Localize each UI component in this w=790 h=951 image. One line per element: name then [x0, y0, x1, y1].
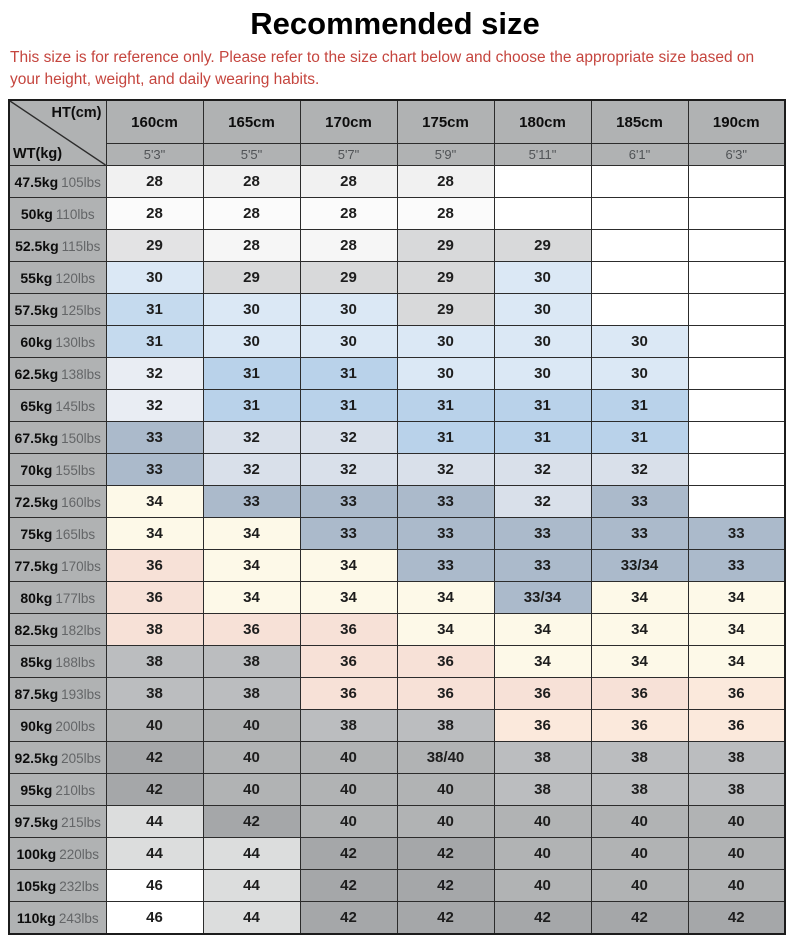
table-row [9, 614, 785, 646]
weight-kg-label: 95kg [20, 781, 53, 798]
weight-kg-label: 55kg [20, 269, 53, 286]
height-ftin-cell: 6'3" [688, 144, 785, 166]
size-cell [494, 166, 591, 198]
size-cell: 40 [397, 774, 494, 806]
size-cell: 33 [397, 486, 494, 518]
size-cell: 29 [397, 230, 494, 262]
disclaimer-text: This size is for reference only. Please refer to the size chart below and choose the appropriate size based on your height, weight, and daily wearing habits. [10, 49, 755, 88]
height-ftin-row [9, 144, 785, 166]
weight-lbs-label: 193lbs [61, 686, 101, 702]
weight-label-cell [9, 518, 106, 550]
weight-label-cell [9, 806, 106, 838]
height-header-cell: 180cm [494, 100, 591, 144]
table-row [9, 294, 785, 326]
table-row [9, 422, 785, 454]
table-row [9, 486, 785, 518]
size-cell: 38 [106, 614, 203, 646]
size-cell: 42 [397, 902, 494, 935]
table-row [9, 838, 785, 870]
table-row [9, 230, 785, 262]
weight-kg-label: 82.5kg [14, 621, 59, 638]
size-cell: 40 [300, 806, 397, 838]
size-cell: 28 [300, 198, 397, 230]
size-cell [688, 166, 785, 198]
table-row [9, 646, 785, 678]
size-cell [688, 390, 785, 422]
weight-lbs-label: 215lbs [61, 814, 101, 830]
size-cell: 33/34 [591, 550, 688, 582]
size-cell: 40 [688, 806, 785, 838]
size-cell: 28 [203, 166, 300, 198]
size-cell: 32 [106, 390, 203, 422]
weight-kg-label: 97.5kg [14, 813, 59, 830]
size-cell: 42 [106, 742, 203, 774]
size-cell: 34 [688, 582, 785, 614]
size-cell: 31 [300, 390, 397, 422]
size-cell [688, 262, 785, 294]
weight-label-cell [9, 646, 106, 678]
size-cell [688, 454, 785, 486]
weight-lbs-label: 155lbs [55, 462, 96, 478]
size-cell: 30 [300, 326, 397, 358]
size-cell: 31 [494, 422, 591, 454]
weight-lbs-label: 138lbs [61, 366, 101, 382]
size-cell: 34 [300, 582, 397, 614]
size-cell: 28 [300, 230, 397, 262]
weight-label-cell [9, 742, 106, 774]
size-cell: 33 [688, 550, 785, 582]
size-cell: 34 [591, 582, 688, 614]
size-cell: 29 [397, 294, 494, 326]
size-cell: 31 [397, 390, 494, 422]
size-cell: 38 [494, 774, 591, 806]
table-row [9, 678, 785, 710]
size-cell: 34 [397, 582, 494, 614]
size-cell [494, 198, 591, 230]
size-cell: 40 [591, 806, 688, 838]
size-cell: 28 [397, 198, 494, 230]
size-cell: 42 [203, 806, 300, 838]
height-ftin-cell: 5'3" [106, 144, 203, 166]
size-cell: 44 [106, 806, 203, 838]
weight-lbs-label: 130lbs [55, 334, 96, 350]
height-header-cell: 160cm [106, 100, 203, 144]
size-cell: 40 [397, 806, 494, 838]
weight-lbs-label: 145lbs [55, 398, 96, 414]
size-cell: 34 [203, 550, 300, 582]
weight-label-cell [9, 198, 106, 230]
weight-kg-label: 100kg [16, 845, 57, 862]
size-cell: 32 [494, 454, 591, 486]
weight-label-cell [9, 614, 106, 646]
size-cell: 33/34 [494, 582, 591, 614]
table-row [9, 358, 785, 390]
weight-lbs-label: 182lbs [61, 622, 101, 638]
size-cell: 36 [591, 710, 688, 742]
size-cell [688, 198, 785, 230]
size-cell: 40 [203, 742, 300, 774]
size-cell [688, 326, 785, 358]
size-cell: 33 [106, 422, 203, 454]
size-cell: 28 [203, 230, 300, 262]
height-ftin-cell: 5'9" [397, 144, 494, 166]
table-row [9, 902, 785, 935]
weight-kg-label: 70kg [20, 461, 53, 478]
size-cell: 34 [397, 614, 494, 646]
size-cell [591, 262, 688, 294]
size-cell: 36 [591, 678, 688, 710]
height-header-cell: 170cm [300, 100, 397, 144]
size-cell: 33 [106, 454, 203, 486]
size-cell: 40 [688, 870, 785, 902]
weight-kg-label: 72.5kg [14, 493, 59, 510]
weight-lbs-label: 105lbs [61, 174, 101, 190]
size-cell: 36 [494, 710, 591, 742]
size-cell: 29 [494, 230, 591, 262]
size-cell: 29 [300, 262, 397, 294]
size-cell [688, 422, 785, 454]
size-cell: 31 [591, 422, 688, 454]
height-ftin-cell: 5'7" [300, 144, 397, 166]
weight-lbs-label: 170lbs [61, 558, 101, 574]
weight-label-cell [9, 710, 106, 742]
table-row [9, 710, 785, 742]
size-cell: 42 [106, 774, 203, 806]
size-cell: 30 [494, 358, 591, 390]
size-cell: 29 [397, 262, 494, 294]
size-cell: 38 [203, 678, 300, 710]
weight-lbs-label: 220lbs [59, 846, 99, 862]
weight-lbs-label: 120lbs [55, 270, 96, 286]
corner-header-cell [9, 100, 106, 166]
size-cell: 38 [688, 774, 785, 806]
size-cell [688, 358, 785, 390]
weight-kg-label: 57.5kg [14, 301, 59, 318]
height-ftin-cell: 5'5" [203, 144, 300, 166]
size-cell: 40 [494, 838, 591, 870]
size-cell: 29 [106, 230, 203, 262]
table-row [9, 774, 785, 806]
size-cell: 46 [106, 870, 203, 902]
size-cell: 30 [494, 294, 591, 326]
size-cell: 36 [300, 678, 397, 710]
weight-lbs-label: 188lbs [55, 654, 96, 670]
size-cell: 30 [591, 358, 688, 390]
table-row [9, 870, 785, 902]
size-cell: 42 [494, 902, 591, 935]
size-cell: 33 [494, 518, 591, 550]
weight-lbs-label: 200lbs [55, 718, 96, 734]
weight-kg-label: 50kg [20, 205, 53, 222]
size-cell: 34 [688, 614, 785, 646]
size-cell: 36 [300, 646, 397, 678]
size-cell: 34 [591, 646, 688, 678]
table-row [9, 454, 785, 486]
size-cell: 34 [106, 518, 203, 550]
size-cell: 42 [300, 870, 397, 902]
weight-label-cell [9, 358, 106, 390]
weight-label-cell [9, 774, 106, 806]
size-cell: 32 [106, 358, 203, 390]
table-row [9, 550, 785, 582]
weight-kg-label: 85kg [20, 653, 53, 670]
weight-kg-label: 110kg [16, 909, 56, 926]
size-cell: 33 [591, 518, 688, 550]
size-cell: 40 [300, 742, 397, 774]
size-cell: 44 [203, 870, 300, 902]
size-cell: 38/40 [397, 742, 494, 774]
size-cell: 34 [203, 518, 300, 550]
weight-kg-label: 75kg [20, 525, 53, 542]
size-cell: 32 [591, 454, 688, 486]
table-row [9, 518, 785, 550]
size-cell: 38 [688, 742, 785, 774]
size-cell: 46 [106, 902, 203, 935]
corner-ht-label: HT(cm) [51, 105, 102, 121]
size-cell: 36 [397, 646, 494, 678]
size-cell: 31 [397, 422, 494, 454]
table-row [9, 742, 785, 774]
size-cell: 28 [203, 198, 300, 230]
size-cell: 34 [106, 486, 203, 518]
size-cell: 40 [203, 774, 300, 806]
size-cell: 36 [106, 550, 203, 582]
size-cell: 32 [494, 486, 591, 518]
weight-label-cell [9, 390, 106, 422]
corner-wt-label: WT(kg) [13, 146, 63, 162]
height-header-cell: 165cm [203, 100, 300, 144]
size-cell: 44 [203, 902, 300, 935]
size-cell: 30 [494, 326, 591, 358]
size-cell: 30 [203, 326, 300, 358]
weight-kg-label: 60kg [20, 333, 53, 350]
height-header-cell: 175cm [397, 100, 494, 144]
height-ftin-cell: 5'11" [494, 144, 591, 166]
weight-lbs-label: 205lbs [61, 750, 101, 766]
size-cell: 29 [203, 262, 300, 294]
weight-label-cell [9, 454, 106, 486]
size-cell: 30 [591, 326, 688, 358]
size-cell: 30 [494, 262, 591, 294]
size-cell: 36 [106, 582, 203, 614]
height-header-row [9, 100, 785, 144]
size-cell: 40 [494, 870, 591, 902]
size-cell: 44 [106, 838, 203, 870]
weight-kg-label: 92.5kg [14, 749, 59, 766]
size-cell: 34 [494, 646, 591, 678]
size-cell: 38 [591, 774, 688, 806]
size-cell [591, 294, 688, 326]
weight-lbs-label: 115lbs [61, 238, 101, 254]
weight-label-cell [9, 486, 106, 518]
weight-label-cell [9, 870, 106, 902]
size-cell: 34 [591, 614, 688, 646]
size-cell: 33 [300, 486, 397, 518]
size-cell: 38 [203, 646, 300, 678]
table-row [9, 262, 785, 294]
size-cell: 31 [591, 390, 688, 422]
size-cell: 32 [397, 454, 494, 486]
weight-kg-label: 105kg [16, 877, 57, 894]
weight-kg-label: 62.5kg [14, 365, 59, 382]
size-cell [688, 294, 785, 326]
size-cell [591, 198, 688, 230]
size-cell: 30 [397, 326, 494, 358]
weight-label-cell [9, 838, 106, 870]
size-cell: 42 [300, 838, 397, 870]
weight-label-cell [9, 326, 106, 358]
size-cell: 31 [106, 326, 203, 358]
size-cell: 40 [106, 710, 203, 742]
size-cell: 31 [203, 390, 300, 422]
weight-label-cell [9, 678, 106, 710]
weight-label-cell [9, 262, 106, 294]
size-cell: 28 [106, 166, 203, 198]
size-cell [591, 166, 688, 198]
size-cell: 38 [397, 710, 494, 742]
size-cell: 36 [300, 614, 397, 646]
size-cell: 38 [106, 678, 203, 710]
size-cell: 28 [300, 166, 397, 198]
size-cell: 33 [688, 518, 785, 550]
weight-lbs-label: 110lbs [55, 206, 95, 222]
size-cell: 40 [203, 710, 300, 742]
weight-kg-label: 80kg [20, 589, 53, 606]
size-cell: 42 [397, 838, 494, 870]
size-cell: 33 [591, 486, 688, 518]
size-cell: 36 [397, 678, 494, 710]
size-cell: 34 [494, 614, 591, 646]
table-row [9, 166, 785, 198]
size-cell: 33 [300, 518, 397, 550]
weight-kg-label: 77.5kg [14, 557, 59, 574]
size-cell: 36 [688, 710, 785, 742]
table-row [9, 582, 785, 614]
size-cell: 31 [494, 390, 591, 422]
size-cell: 42 [688, 902, 785, 935]
size-cell: 34 [688, 646, 785, 678]
size-cell: 44 [203, 838, 300, 870]
size-cell: 30 [203, 294, 300, 326]
weight-lbs-label: 125lbs [61, 302, 101, 318]
weight-lbs-label: 160lbs [61, 494, 101, 510]
weight-lbs-label: 177lbs [55, 590, 96, 606]
size-cell: 38 [494, 742, 591, 774]
weight-label-cell [9, 550, 106, 582]
weight-lbs-label: 165lbs [55, 526, 96, 542]
size-cell: 34 [300, 550, 397, 582]
weight-kg-label: 67.5kg [14, 429, 59, 446]
size-cell: 33 [203, 486, 300, 518]
weight-kg-label: 90kg [20, 717, 53, 734]
size-cell: 33 [397, 518, 494, 550]
size-cell: 42 [300, 902, 397, 935]
weight-lbs-label: 232lbs [59, 878, 99, 894]
table-row [9, 806, 785, 838]
size-cell: 40 [494, 806, 591, 838]
size-cell [688, 486, 785, 518]
size-cell: 42 [591, 902, 688, 935]
weight-kg-label: 65kg [20, 397, 53, 414]
weight-label-cell [9, 422, 106, 454]
size-cell: 40 [591, 838, 688, 870]
size-cell: 32 [300, 454, 397, 486]
size-cell: 42 [397, 870, 494, 902]
table-row [9, 198, 785, 230]
size-cell: 34 [203, 582, 300, 614]
size-cell: 33 [494, 550, 591, 582]
size-cell: 36 [688, 678, 785, 710]
weight-label-cell [9, 582, 106, 614]
table-row [9, 326, 785, 358]
size-cell: 38 [300, 710, 397, 742]
size-cell: 36 [494, 678, 591, 710]
height-header-cell: 190cm [688, 100, 785, 144]
size-cell: 32 [203, 422, 300, 454]
size-cell: 36 [203, 614, 300, 646]
size-cell: 31 [203, 358, 300, 390]
size-cell: 40 [300, 774, 397, 806]
size-cell: 38 [106, 646, 203, 678]
size-cell: 28 [106, 198, 203, 230]
size-cell: 32 [300, 422, 397, 454]
table-row [9, 390, 785, 422]
weight-kg-label: 47.5kg [14, 173, 59, 190]
height-ftin-cell: 6'1" [591, 144, 688, 166]
size-cell: 31 [106, 294, 203, 326]
weight-label-cell [9, 902, 106, 935]
size-cell [591, 230, 688, 262]
size-chart-page [0, 6, 790, 935]
size-cell: 32 [203, 454, 300, 486]
weight-lbs-label: 150lbs [61, 430, 101, 446]
size-cell: 40 [688, 838, 785, 870]
weight-lbs-label: 210lbs [55, 782, 96, 798]
size-cell: 30 [106, 262, 203, 294]
size-cell: 31 [300, 358, 397, 390]
weight-kg-label: 87.5kg [14, 685, 59, 702]
weight-kg-label: 52.5kg [15, 237, 59, 254]
size-cell: 30 [397, 358, 494, 390]
size-cell: 33 [397, 550, 494, 582]
size-cell: 40 [591, 870, 688, 902]
size-cell: 38 [591, 742, 688, 774]
weight-label-cell [9, 166, 106, 198]
height-header-cell: 185cm [591, 100, 688, 144]
size-table [8, 99, 786, 935]
weight-label-cell [9, 294, 106, 326]
weight-lbs-label: 243lbs [58, 910, 99, 926]
page-title: Recommended size [250, 6, 540, 41]
weight-label-cell [9, 230, 106, 262]
size-cell: 30 [300, 294, 397, 326]
size-cell [688, 230, 785, 262]
size-cell: 28 [397, 166, 494, 198]
